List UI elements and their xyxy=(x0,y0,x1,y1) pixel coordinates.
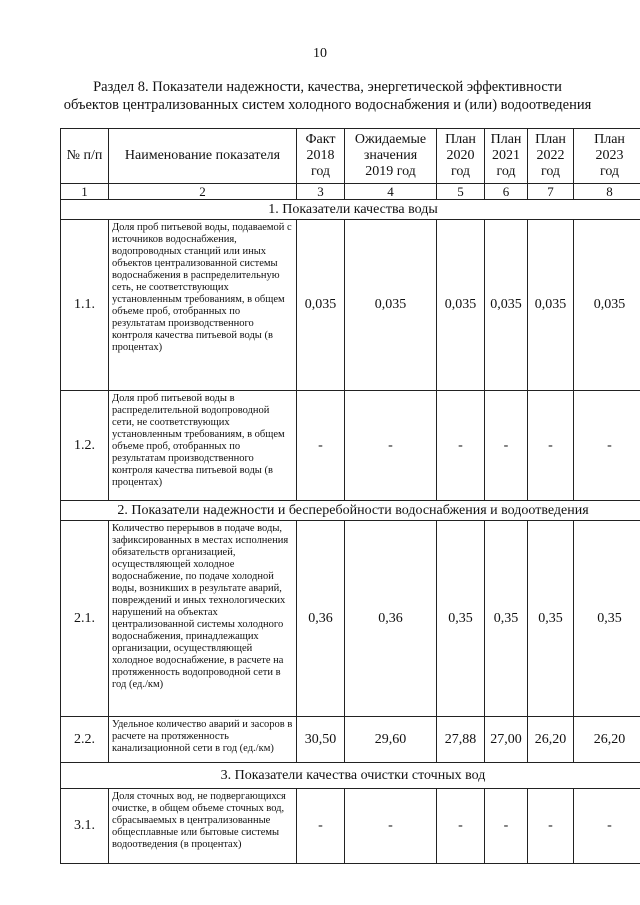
group-row xyxy=(61,200,640,220)
value-fact-2018: 0,035 xyxy=(297,220,345,391)
column-number: 6 xyxy=(485,184,528,200)
column-number: 2 xyxy=(109,184,297,200)
value-expected-2019: 29,60 xyxy=(345,717,437,763)
value-fact-2018: - xyxy=(297,391,345,501)
value-plan-2022: 0,035 xyxy=(528,220,574,391)
indicator-name: Доля проб питьевой воды, подаваемой с источников водоснабжения, водопроводных станций или иных объектов централизованной системы водоснабжения в распределительную сеть, не соответствующих установленным требованиям, в общем объеме проб, отобранных по результатам производственного контроля качества питьевой воды (в процентах) xyxy=(109,220,297,391)
value-plan-2021: 0,35 xyxy=(485,521,528,717)
value-plan-2020: - xyxy=(437,391,485,501)
group-title: 1. Показатели качества воды xyxy=(61,200,640,220)
value-expected-2019: 0,36 xyxy=(345,521,437,717)
table-row xyxy=(61,717,640,763)
header-row xyxy=(61,129,640,184)
row-number: 2.1. xyxy=(61,521,109,717)
value-plan-2022: - xyxy=(528,391,574,501)
group-row xyxy=(61,501,640,521)
header-num: № п/п xyxy=(61,129,109,184)
value-plan-2021: 0,035 xyxy=(485,220,528,391)
value-plan-2020: 0,035 xyxy=(437,220,485,391)
value-expected-2019: - xyxy=(345,789,437,864)
table-row xyxy=(61,391,640,501)
section-title-line-2: объектов централизованных систем холодного водоснабжения и (или) водоотведения xyxy=(63,97,592,113)
indicators-table xyxy=(60,128,640,864)
header-plan-2020: План 2020 год xyxy=(437,129,485,184)
column-number: 1 xyxy=(61,184,109,200)
value-plan-2023: 0,035 xyxy=(574,220,640,391)
header-plan-2021: План 2021 год xyxy=(485,129,528,184)
column-number: 5 xyxy=(437,184,485,200)
indicator-name: Доля сточных вод, не подвергающихся очистке, в общем объеме сточных вод, сбрасываемых в централизованные общесплавные или бытовые системы водоотведения (в процентах) xyxy=(109,789,297,864)
header-fact-2018: Факт 2018 год xyxy=(297,129,345,184)
value-fact-2018: 30,50 xyxy=(297,717,345,763)
value-plan-2021: 27,00 xyxy=(485,717,528,763)
value-plan-2020: 27,88 xyxy=(437,717,485,763)
value-plan-2023: - xyxy=(574,391,640,501)
value-plan-2023: 0,35 xyxy=(574,521,640,717)
row-number: 1.2. xyxy=(61,391,109,501)
value-fact-2018: 0,36 xyxy=(297,521,345,717)
header-expected-2019: Ожидаемые значения 2019 год xyxy=(345,129,437,184)
value-plan-2020: - xyxy=(437,789,485,864)
value-plan-2021: - xyxy=(485,391,528,501)
value-plan-2023: - xyxy=(574,789,640,864)
row-number: 3.1. xyxy=(61,789,109,864)
value-plan-2021: - xyxy=(485,789,528,864)
header-plan-2022: План 2022 год xyxy=(528,129,574,184)
table-row xyxy=(61,789,640,864)
indicator-name: Удельное количество аварий и засоров в расчете на протяженность канализационной сети в год (ед./км) xyxy=(109,717,297,763)
section-title xyxy=(20,78,635,114)
table-row xyxy=(61,521,640,717)
indicator-name: Доля проб питьевой воды в распределительной водопроводной сети, не соответствующих установленным требованиям, в общем объеме проб, отобранных по результатам производственного контроля качества питьевой воды (в процентах) xyxy=(109,391,297,501)
header-plan-2023: План 2023 год xyxy=(574,129,640,184)
header-name: Наименование показателя xyxy=(109,129,297,184)
value-plan-2022: 0,35 xyxy=(528,521,574,717)
column-number: 7 xyxy=(528,184,574,200)
group-title: 3. Показатели качества очистки сточных вод xyxy=(61,763,640,789)
value-plan-2022: - xyxy=(528,789,574,864)
indicator-name: Количество перерывов в подаче воды, зафиксированных в местах исполнения обязательств организацией, осуществляющей холодное водоснабжение, по подаче холодной воды, возникших в результате аварий, повреждений и иных технологических нарушений на объектах централизованной системы холодного водоснабжения, принадлежащих организации, осуществляющей холодное водоснабжение, в расчете на протяженность водопроводной сети в год (ед./км) xyxy=(109,521,297,717)
row-number: 2.2. xyxy=(61,717,109,763)
value-plan-2023: 26,20 xyxy=(574,717,640,763)
section-title-line-1: Раздел 8. Показатели надежности, качества, энергетической эффективности xyxy=(93,79,562,95)
column-number: 8 xyxy=(574,184,640,200)
column-number-row xyxy=(61,184,640,200)
value-fact-2018: - xyxy=(297,789,345,864)
group-title: 2. Показатели надежности и бесперебойности водоснабжения и водоотведения xyxy=(61,501,640,521)
value-plan-2022: 26,20 xyxy=(528,717,574,763)
page-number: 10 xyxy=(313,46,327,61)
table-row xyxy=(61,220,640,391)
value-expected-2019: 0,035 xyxy=(345,220,437,391)
group-row xyxy=(61,763,640,789)
value-expected-2019: - xyxy=(345,391,437,501)
column-number: 4 xyxy=(345,184,437,200)
column-number: 3 xyxy=(297,184,345,200)
value-plan-2020: 0,35 xyxy=(437,521,485,717)
row-number: 1.1. xyxy=(61,220,109,391)
